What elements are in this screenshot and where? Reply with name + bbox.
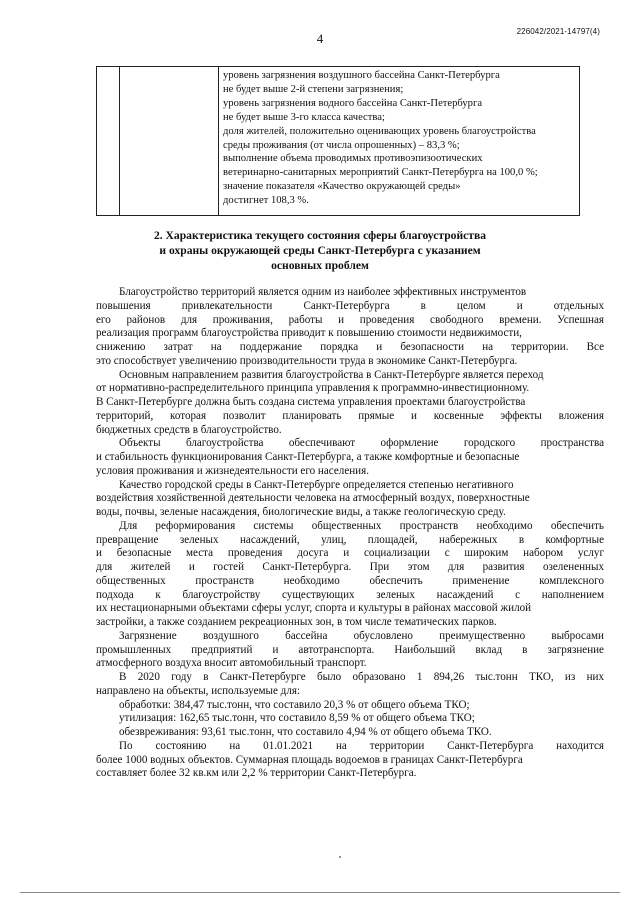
paragraph-line: воздействия хозяйственной деятельности человека на атмосферный воздух, поверхностные [96,492,530,505]
heading-line: 2. Характеристика текущего состояния сферы благоустройства [153,229,487,242]
table-line: значение показателя «Качество окружающей среды» [223,181,461,193]
page-number: 4 [316,31,324,46]
paragraph-line: подхода к благоустройству существующих зеленых насаждений с наполнением [96,588,604,601]
paragraph-line: В Санкт-Петербурге должна быть создана система управления проектами благоустройства [96,396,526,408]
table-line: не будет выше 3-го класса качества; [223,111,385,123]
paragraph-line: реализация программ благоустройства приводит к повышению стоимости недвижимости, [96,327,522,340]
section-heading [120,228,520,273]
paragraph-line: застройки, а также созданием рекреационных зон, в том числе тематических парков. [96,616,497,628]
paragraph-line: территорий, которая позволит планировать прямые и косвенные эффекты вложения [96,409,604,422]
heading-line: основных проблем [271,259,369,272]
heading-line: и охраны окружающей среды Санкт-Петербурга с указанием [159,244,481,257]
table-line: ветеринарно-санитарных мероприятий Санкт-Петербурга на 100,0 %; [223,167,538,179]
table-line: доля жителей, положительно оценивающих уровень благоустройства [223,125,536,137]
paragraph-line: общественных пространств необходимо обеспечить применение комплексного [96,574,604,587]
paragraph-line: В 2020 году в Санкт-Петербурге было образовано 1 894,26 тыс.тонн ТКО, из них [119,671,604,683]
paragraph-line: превращение зеленых насаждений, улиц, площадей, набережных в комфортные [96,533,604,546]
paragraph-line: от нормативно-распределительного принципа управления к программно-инвестиционному. [96,382,530,395]
scan-edge-line [20,892,620,893]
document-id: 226042/2021-14797(4) [516,27,600,36]
paragraph-line: снижению затрат на поддержание порядка и безопасности на территории. Все [96,341,604,353]
paragraph-line: атмосферного воздуха вносит автомобильный транспорт. [96,657,367,670]
paragraph-line: воды, почвы, зеленые насаждения, биологические виды, а также геологическую среду. [96,506,506,518]
paragraph-line: Благоустройство территорий является одним из наиболее эффективных инструментов [119,286,527,298]
paragraph-line: направлено на объекты, используемые для: [96,684,301,697]
paragraph-line: промышленных предприятий и автотранспорта. Наибольший вклад в загрязнение [96,643,604,656]
paragraph-line: обезвреживания: 93,61 тыс.тонн, что составило 4,94 % от общего объема ТКО. [119,726,492,738]
table-column-divider [119,67,120,215]
paragraph-line: Для реформирования системы общественных пространств необходимо обеспечить [119,519,604,532]
body-text [96,286,604,781]
paragraph-line: их нестационарными объектами сферы услуг, спорта и культуры в районах массовой жилой [96,602,532,615]
paragraph-line: повышения привлекательности Санкт-Петербурга в целом и отдельных [96,299,604,312]
table-column-divider [218,67,219,215]
paragraph-line: Качество городской среды в Санкт-Петербурге определяется степенью негативного [119,478,514,491]
paragraph-line: утилизация: 162,65 тыс.тонн, что составило 8,59 % от общего объема ТКО; [119,712,475,725]
paragraph-line: Объекты благоустройства обеспечивают оформление городского пространства [119,437,604,450]
paragraph-line: бюджетных средств в благоустройство. [96,423,282,436]
scan-speck [339,856,341,858]
table-line: выполнение объема проводимых противоэпизоотических [223,153,483,165]
table-line: уровень загрязнения воздушного бассейна Санкт-Петербурга [223,70,500,81]
paragraph-line: По состоянию на 01.01.2021 на территории Санкт-Петербурга находится [119,739,604,752]
table-line: уровень загрязнения водного бассейна Санкт-Петербурга [223,97,483,109]
table-line: достигнет 108,3 %. [223,195,309,207]
paragraph-line: и безопасные места проведения досуга и социализации с широким набором услуг [96,547,604,560]
indicators-table-fragment [96,66,580,216]
paragraph-line: и стабильность функционирования Санкт-Петербурга, а также комфортные и безопасные [96,451,520,463]
paragraph-line: для жителей и гостей Санкт-Петербурга. При этом для развития озелененных [96,561,604,573]
paragraph-line: более 1000 водных объектов. Суммарная площадь водоемов в границах Санкт-Петербурга [96,753,523,766]
paragraph-line: Загрязнение воздушного бассейна обусловлено преимущественно выбросами [119,629,604,642]
paragraph-line: составляет более 32 кв.км или 2,2 % территории Санкт-Петербурга. [96,767,417,780]
table-line: не будет выше 2-й степени загрязнения; [223,83,404,95]
paragraph-line: обработки: 384,47 тыс.тонн, что составило 20,3 % от общего объема ТКО; [119,698,470,711]
paragraph-line: его районов для проживания, работы и проведения свободного времени. Успешная [96,313,604,326]
paragraph-line: Основным направлением развития благоустройства в Санкт-Петербурге является переход [119,368,544,381]
paragraph-line: это способствует увеличению производительности труда в экономике Санкт-Петербурга. [96,354,518,367]
paragraph-line: условия проживания и жизнедеятельности его населения. [96,464,369,477]
table-line: среды проживания (от числа опрошенных) – 83,3 %; [223,139,460,151]
table-cell-indicators [223,69,577,208]
